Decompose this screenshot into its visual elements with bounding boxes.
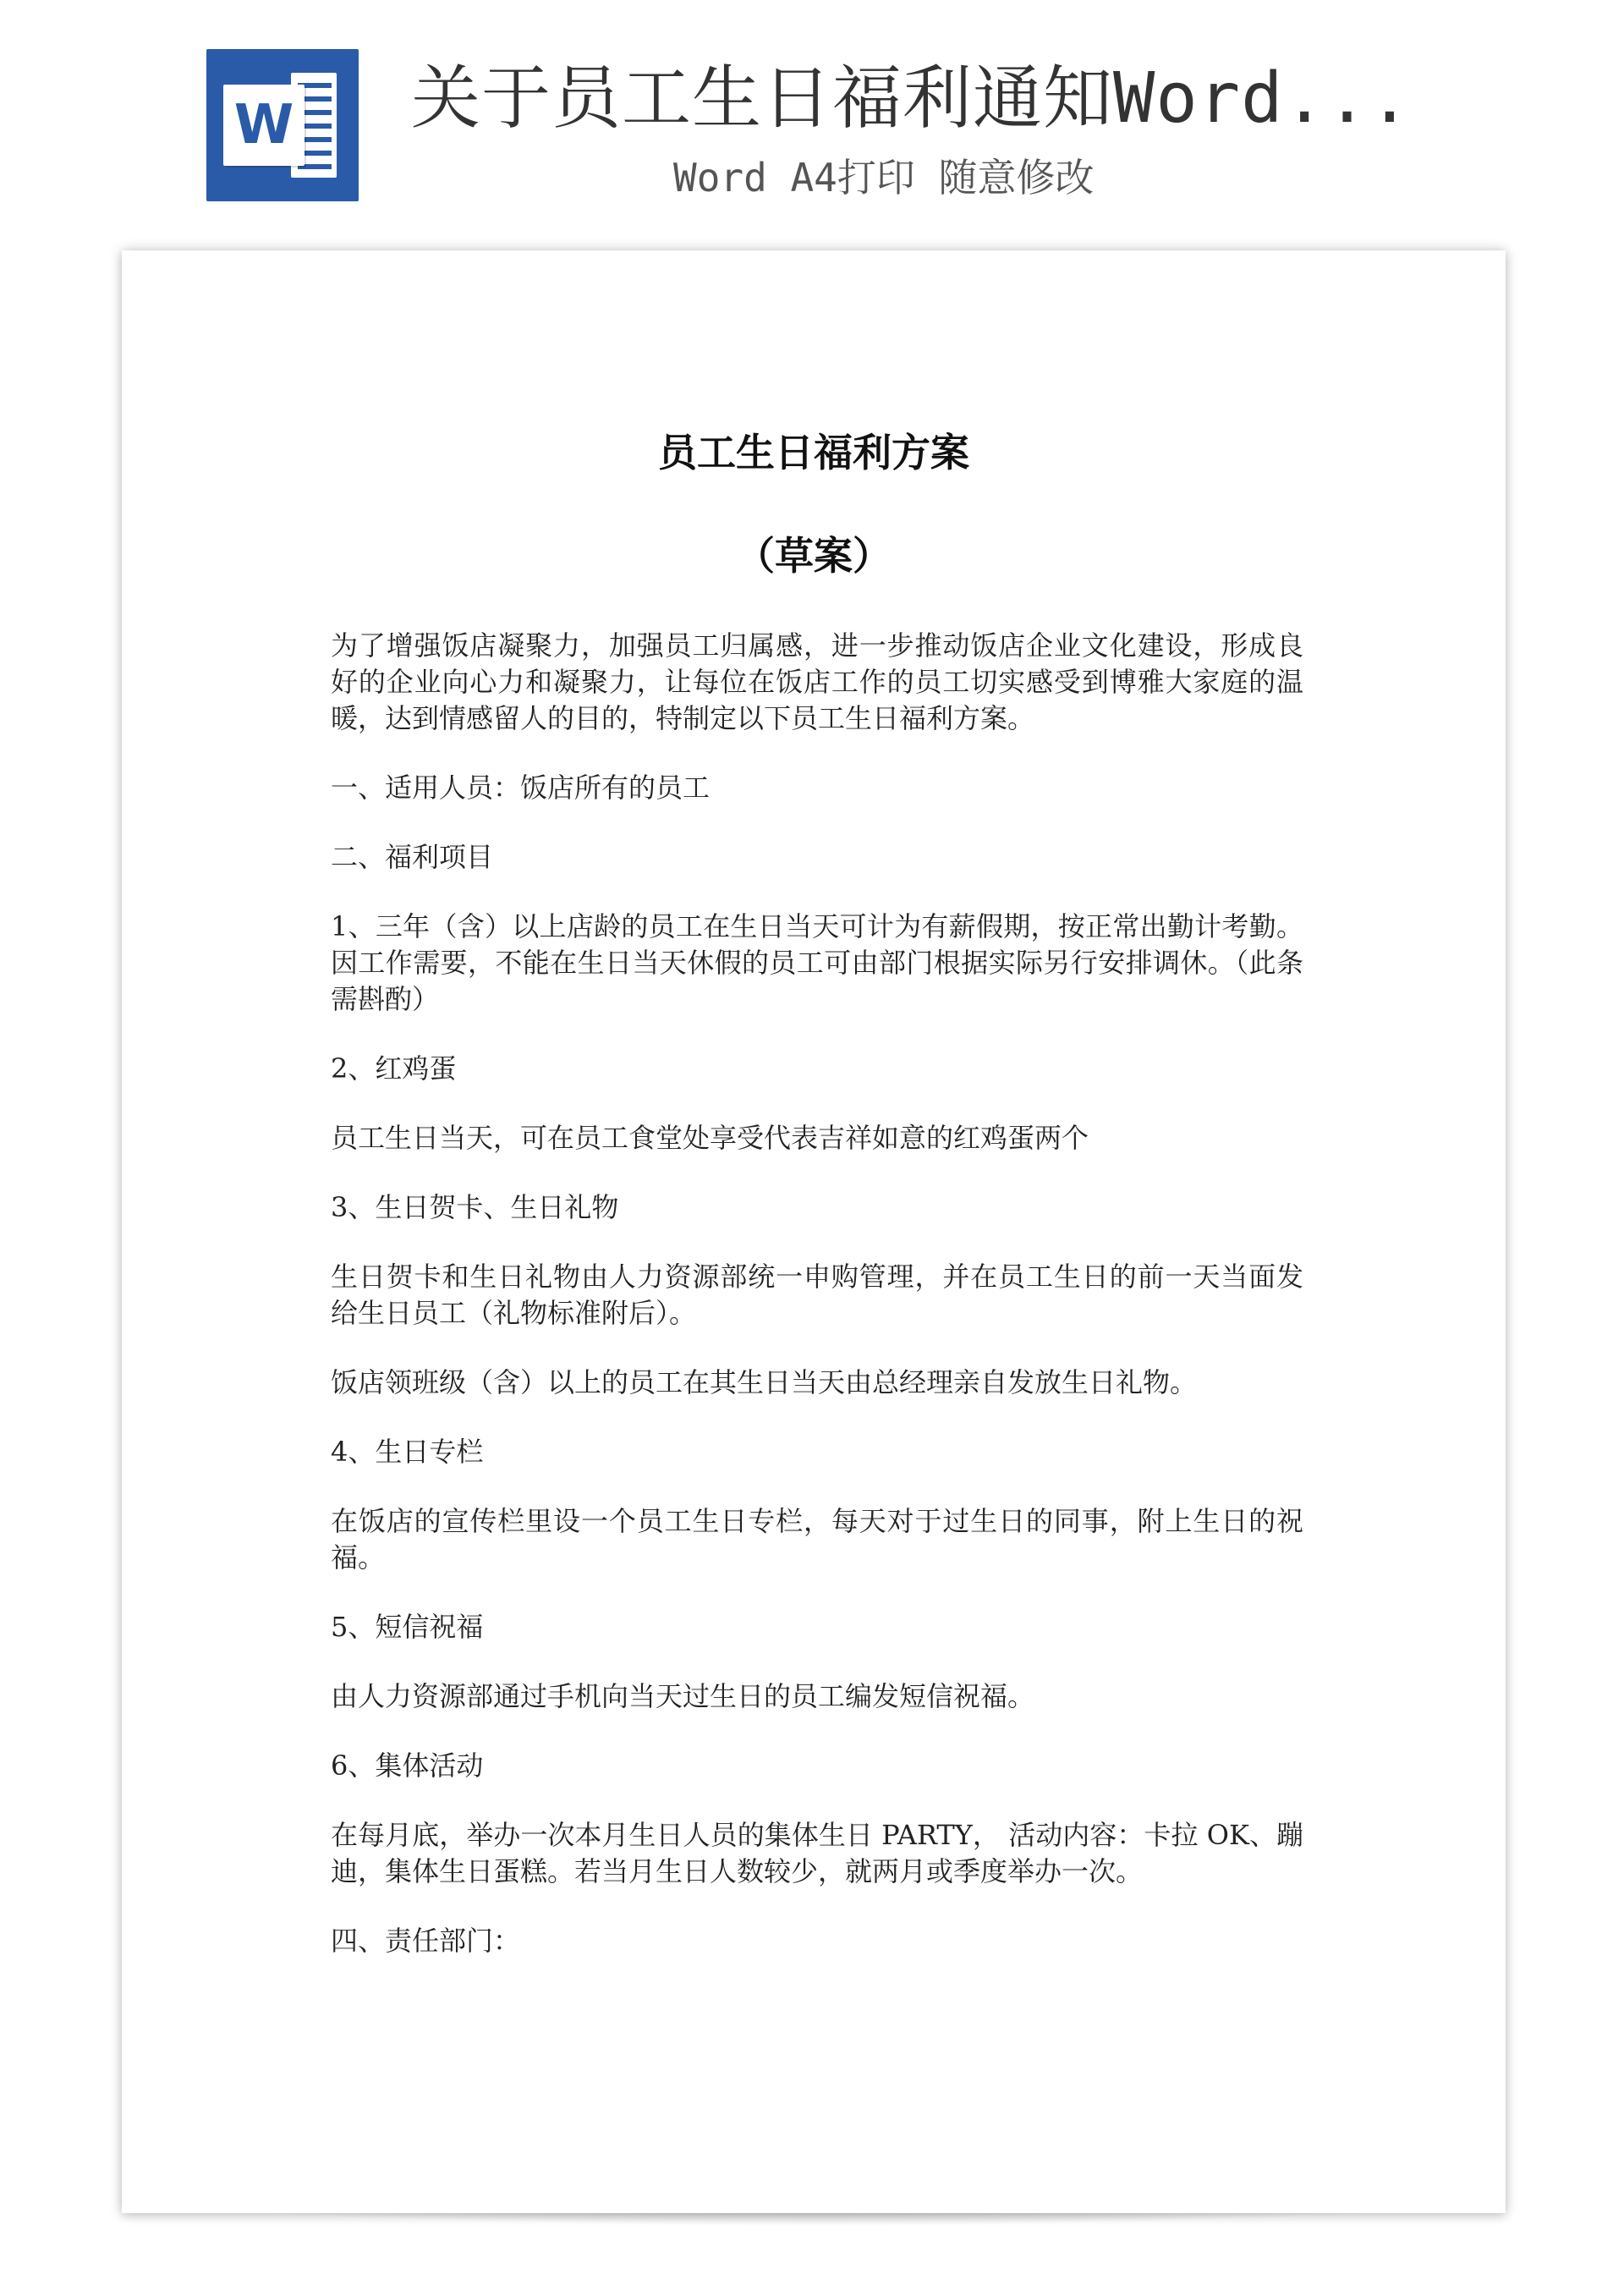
word-letter: W [233, 94, 294, 157]
document-body [331, 628, 1303, 1992]
word-icon [206, 49, 359, 201]
item-heading: 3、生日贺卡、生日礼物 [331, 1191, 619, 1223]
list-item: 1、三年（含）以上店龄的员工在生日当天可计为有薪假期，按正常出勤计考勤。因工作需要，不能在生日当天休假的员工可由部门根据实际另行安排调休。（此条需斟酌） [331, 910, 1303, 1015]
item-heading: 2、红鸡蛋 [331, 1052, 457, 1085]
paragraph: 由人力资源部通过手机向当天过生日的员工编发短信祝福。 [331, 1680, 1035, 1712]
document-title: 员工生日福利方案 [658, 430, 969, 475]
banner-title: 关于员工生日福利通知Word... [411, 58, 1412, 139]
banner-subtitle: Word A4打印 随意修改 [673, 155, 1095, 200]
item-heading: 6、集体活动 [331, 1749, 484, 1782]
intro-paragraph: 为了增强饭店凝聚力，加强员工归属感，进一步推动饭店企业文化建设，形成良好的企业向心力和凝聚力，让每位在饭店工作的员工切实感受到博雅大家庭的温暖，达到情感留人的目的，特制定以下员工生日福利方案。 [331, 629, 1303, 734]
item-heading: 5、短信祝福 [331, 1611, 484, 1643]
section-heading: 四、责任部门： [331, 1925, 521, 1957]
paragraph: 生日贺卡和生日礼物由人力资源部统一申购管理，并在员工生日的前一天当面发给生日员工（礼物标准附后）。 [331, 1261, 1303, 1329]
document-page [122, 250, 1506, 2213]
paragraph: 在饭店的宣传栏里设一个员工生日专栏，每天对于过生日的同事，附上生日的祝福。 [331, 1505, 1303, 1574]
paragraph: 在每月底，举办一次本月生日人员的集体生日 PARTY， 活动内容：卡拉 OK、蹦迪，集体生日蛋糕。若当月生日人数较少，就两月或季度举办一次。 [331, 1819, 1303, 1887]
section-heading: 一、适用人员：饭店所有的员工 [331, 772, 710, 804]
paragraph: 饭店领班级（含）以上的员工在其生日当天由总经理亲自发放生日礼物。 [331, 1366, 1198, 1398]
document-subtitle: （草案） [736, 533, 892, 579]
paragraph: 员工生日当天，可在员工食堂处享受代表吉祥如意的红鸡蛋两个 [331, 1122, 1089, 1154]
item-heading: 4、生日专栏 [331, 1436, 484, 1468]
section-heading: 二、福利项目 [331, 841, 494, 873]
